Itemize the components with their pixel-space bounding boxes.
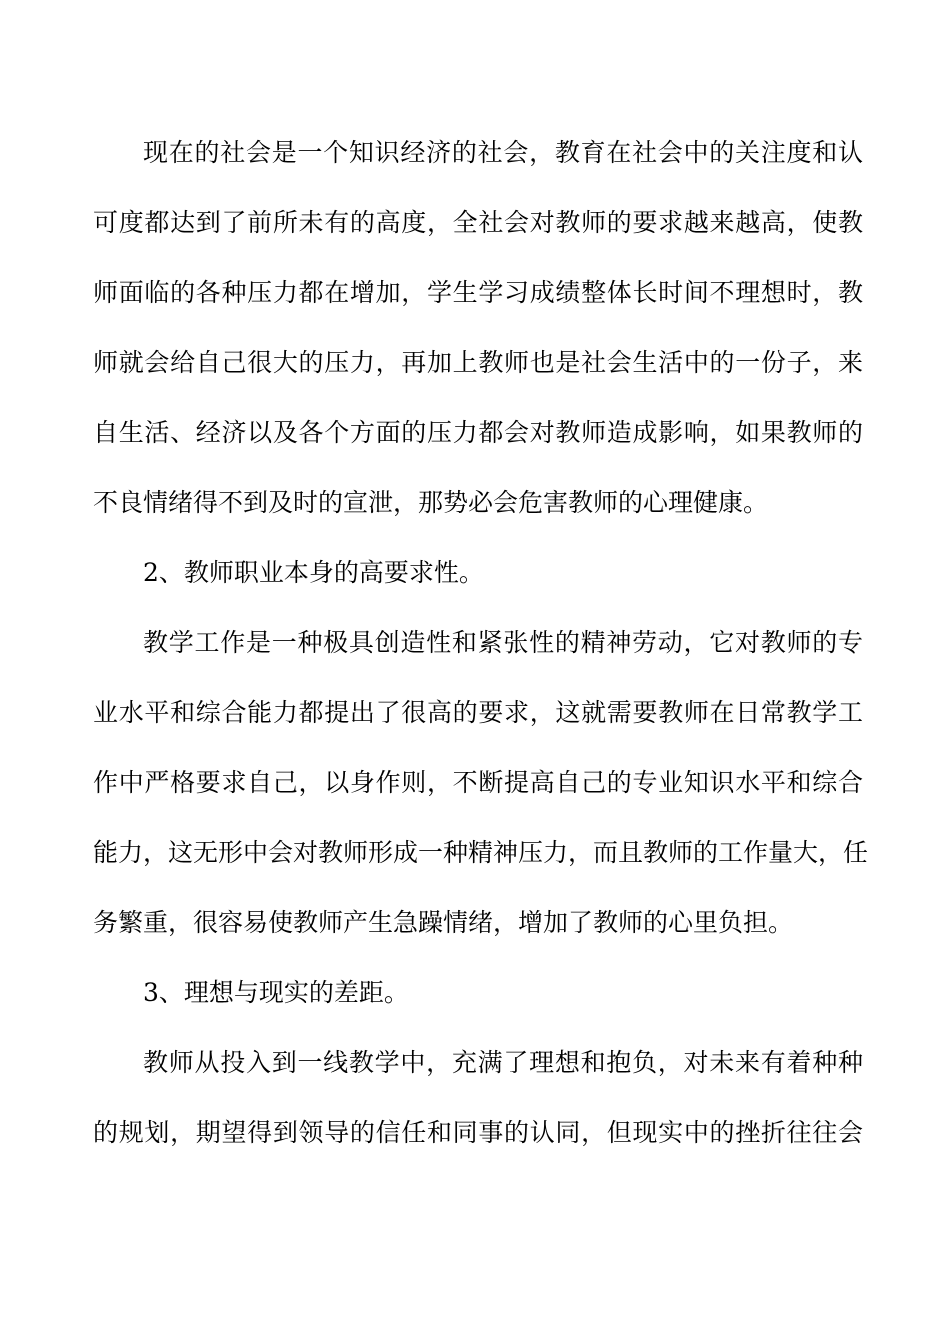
section-heading-2: 2、教师职业本身的高要求性。 [143, 558, 484, 587]
paragraph-1-line-4: 师就会给自己很大的压力，再加上教师也是社会生活中的一份子，来 [93, 348, 863, 377]
paragraph-2-line-3: 作中严格要求自己，以身作则，不断提高自己的专业知识水平和综合 [93, 768, 863, 797]
paragraph-2-line-2: 业水平和综合能力都提出了很高的要求，这就需要教师在日常教学工 [93, 698, 863, 727]
paragraph-2-line-4: 能力，这无形中会对教师形成一种精神压力，而且教师的工作量大，任 [93, 838, 869, 867]
paragraph-2-line-5: 务繁重，很容易使教师产生急躁情绪，增加了教师的心里负担。 [93, 908, 794, 937]
paragraph-3-line-2: 的规划，期望得到领导的信任和同事的认同，但现实中的挫折往往会 [93, 1118, 863, 1147]
paragraph-2-line-1: 教学工作是一种极具创造性和紧张性的精神劳动，它对教师的专 [143, 628, 863, 657]
section-heading-3: 3、理想与现实的差距。 [143, 978, 409, 1007]
paragraph-1-line-2: 可度都达到了前所未有的高度，全社会对教师的要求越来越高，使教 [93, 208, 863, 237]
paragraph-3-line-1: 教师从投入到一线教学中，充满了理想和抱负，对未来有着种种 [143, 1048, 863, 1077]
paragraph-1-line-5: 自生活、经济以及各个方面的压力都会对教师造成影响，如果教师的 [93, 418, 863, 447]
paragraph-1-line-3: 师面临的各种压力都在增加，学生学习成绩整体长时间不理想时，教 [93, 278, 863, 307]
paragraph-1-line-6: 不良情绪得不到及时的宣泄，那势必会危害教师的心理健康。 [93, 488, 769, 517]
paragraph-1-line-1: 现在的社会是一个知识经济的社会，教育在社会中的关注度和认 [143, 138, 863, 167]
